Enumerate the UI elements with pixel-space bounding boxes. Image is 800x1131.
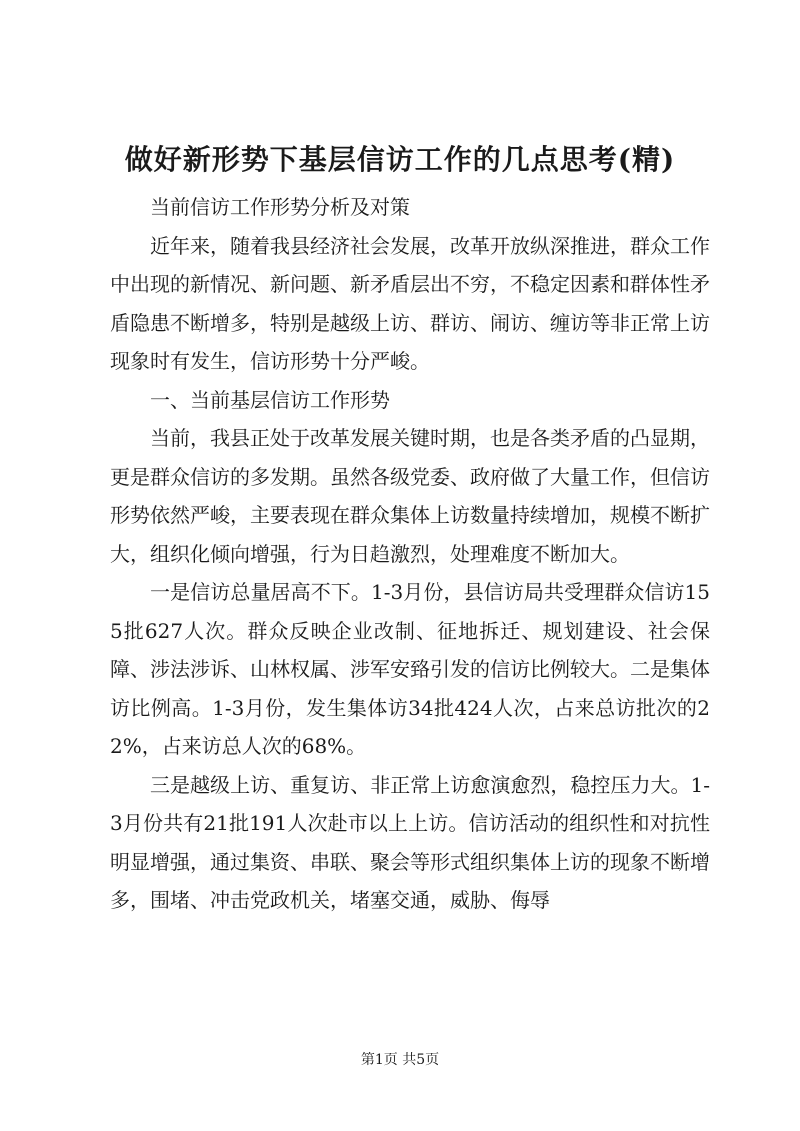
intro-paragraph: 近年来，随着我县经济社会发展，改革开放纵深推进，群众工作中出现的新情况、新问题、新矛盾层出不穷，不稳定因素和群体性矛盾隐患不断增多，特别是越级上访、群访、闹访、缠访等非正常上访现象时有发生，信访形势十分严峻。 (110, 233, 710, 373)
document-title: 做好新形势下基层信访工作的几点思考(精) (124, 143, 676, 176)
body-paragraph: 一是信访总量居高不下。1-3月份，县信访局共受理群众信访155批627人次。群众反映企业改制、征地拆迁、规划建设、社会保障、涉法涉诉、山林权属、涉军安臵引发的信访比例较大。二是集体访比例高。1-3月份，发生集体访34批424人次，占来总访批次的22%，占来访总人次的68%。 (110, 580, 710, 758)
document-body (110, 188, 710, 920)
body-paragraph: 当前，我县正处于改革发展关键时期，也是各类矛盾的凸显期，更是群众信访的多发期。虽然各级党委、政府做了大量工作，但信访形势依然严峻，主要表现在群众集体上访数量持续增加，规模不断扩大，组织化倾向增强，行为日趋激烈，处理难度不断加大。 (110, 426, 710, 566)
page-footer: 第1页 共5页 (360, 1052, 440, 1068)
body-paragraph: 三是越级上访、重复访、非正常上访愈演愈烈，稳控压力大。1-3月份共有21批191人次赴市以上上访。信访活动的组织性和对抗性明显增强，通过集资、串联、聚会等形式组织集体上访的现象不断增多，围堵、冲击党政机关，堵塞交通，威胁、侮辱 (110, 772, 710, 912)
section-heading: 一、当前基层信访工作形势 (150, 387, 390, 412)
subtitle-paragraph: 当前信访工作形势分析及对策 (150, 195, 410, 219)
